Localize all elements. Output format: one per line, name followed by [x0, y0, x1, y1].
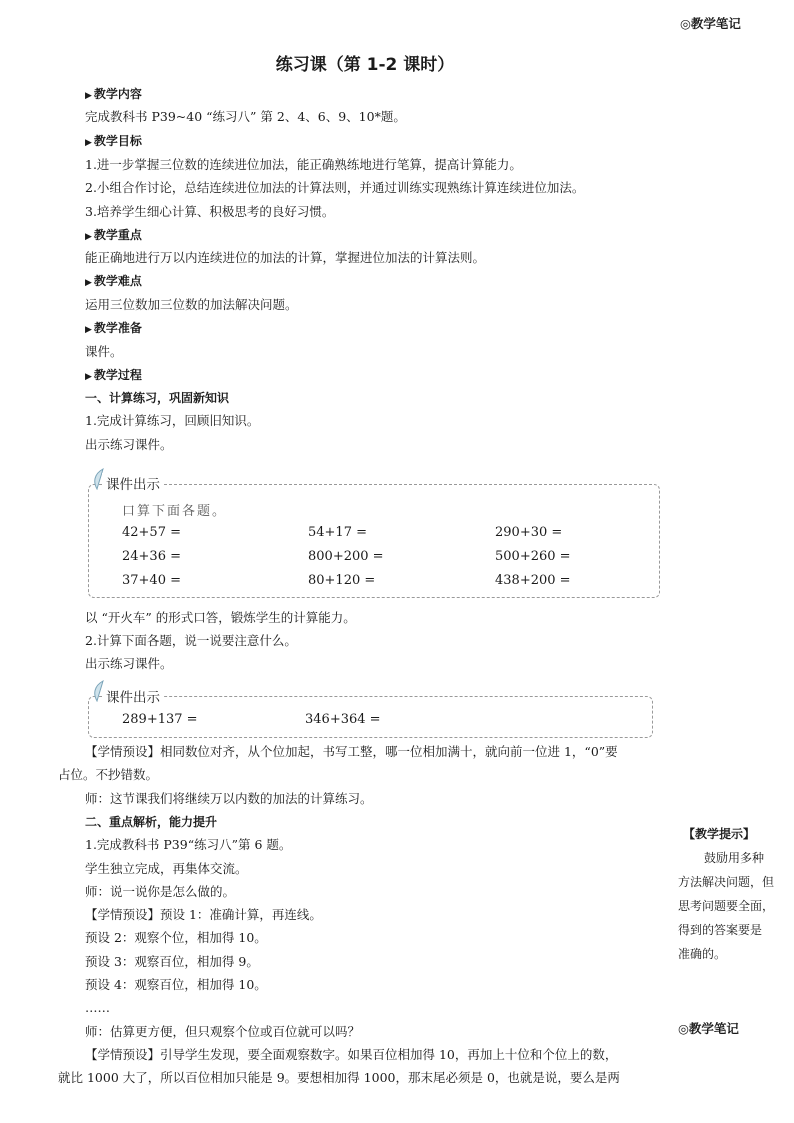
prep-text: 课件。: [85, 344, 123, 359]
part2-line6: 预设 3：观察百位，相加得 9。: [85, 954, 259, 969]
part2-line8: ……: [85, 1000, 110, 1015]
section-key-title: ▶ 教学重点: [85, 228, 142, 242]
section-goals-title: ▶ 教学目标: [85, 134, 142, 148]
page-title: 练习课（第 1-2 课时）: [275, 55, 455, 75]
box1-item: 500+260 =: [495, 549, 571, 564]
part1-line3: 2.计算下面各题，说一说要注意什么。: [85, 633, 297, 648]
part1-para1a: 【学情预设】相同数位对齐，从个位加起，书写工整，哪一位相加满十，就向前一位进 1，“0”要: [85, 744, 618, 759]
sidebar-note: ◎教学笔记: [678, 1021, 739, 1036]
teaching-tip-line: 准确的。: [678, 947, 727, 961]
triangle-icon: ▶: [85, 278, 92, 288]
teaching-tip-line: 鼓励用多种: [704, 851, 765, 865]
section-content-title: ▶ 教学内容: [85, 87, 142, 101]
part1-after-box1: 以 “开火车” 的形式口答，锻炼学生的计算能力。: [85, 610, 356, 625]
part2-line10a: 【学情预设】引导学生发现，要全面观察数字。如果百位相加得 10，再加上十位和个位上的数，: [85, 1047, 618, 1062]
box1-item: 290+30 =: [495, 525, 563, 540]
box2-tag: 课件出示: [102, 686, 164, 706]
difficulty-text: 运用三位数加三位数的加法解决问题。: [85, 297, 298, 312]
part2-line2: 学生独立完成，再集体交流。: [85, 861, 248, 876]
part2-line3: 师：说一说你是怎么做的。: [85, 884, 236, 899]
box1-item: 800+200 =: [308, 549, 384, 564]
part2-line10b: 就比 1000 大了，所以百位相加只能是 9。要想相加得 1000，那末尾必须是 0，也就是说，要么是两: [58, 1070, 620, 1085]
part1-line2: 出示练习课件。: [85, 437, 173, 452]
teaching-tip-line: 方法解决问题，但: [678, 875, 775, 889]
box2-item: 289+137 =: [122, 712, 198, 727]
triangle-icon: ▶: [85, 138, 92, 148]
goal-1: 1.进一步掌握三位数的连续进位加法，能正确熟练地进行笔算，提高计算能力。: [85, 157, 522, 172]
box2-item: 346+364 =: [305, 712, 381, 727]
part2-heading: 二、重点解析，能力提升: [85, 815, 218, 829]
triangle-icon: ▶: [85, 325, 92, 335]
box1-item: 42+57 =: [122, 525, 182, 540]
part2-line4: 【学情预设】预设 1：准确计算，再连线。: [85, 907, 322, 922]
teaching-tip-line: 思考问题要全面，: [678, 899, 775, 913]
box1-item: 80+120 =: [308, 573, 376, 588]
part1-line1: 1.完成计算练习，回顾旧知识。: [85, 413, 260, 428]
section-prep-title: ▶ 教学准备: [85, 321, 142, 335]
part2-line9: 师：估算更方便，但只观察个位或百位就可以吗？: [85, 1024, 361, 1039]
part1-para2: 师：这节课我们将继续万以内数的加法的计算练习。: [85, 791, 373, 806]
box1-item: 24+36 =: [122, 549, 182, 564]
part2-line5: 预设 2：观察个位，相加得 10。: [85, 930, 267, 945]
part1-line4: 出示练习课件。: [85, 656, 173, 671]
teaching-tip-line: 得到的答案要是: [678, 923, 763, 937]
triangle-icon: ▶: [85, 91, 92, 101]
box1-item: 37+40 =: [122, 573, 182, 588]
part2-line7: 预设 4：观察百位，相加得 10。: [85, 977, 267, 992]
teaching-tip-title: 【教学提示】: [683, 827, 756, 841]
triangle-icon: ▶: [85, 232, 92, 242]
box1-item: 54+17 =: [308, 525, 368, 540]
section-process-title: ▶ 教学过程: [85, 368, 142, 382]
box1-instruction: 口算下面各题。: [122, 504, 228, 519]
box1-tag: 课件出示: [102, 473, 164, 493]
triangle-icon: ▶: [85, 372, 92, 382]
part1-heading: 一、计算练习，巩固新知识: [85, 391, 230, 405]
content-text: 完成教科书 P39~40 “练习八” 第 2、4、6、9、10*题。: [85, 109, 406, 124]
section-difficulty-title: ▶ 教学难点: [85, 274, 142, 288]
goal-2: 2.小组合作讨论，总结连续进位加法的计算法则，并通过训练实现熟练计算连续进位加法。: [85, 180, 585, 195]
goal-3: 3.培养学生细心计算、积极思考的良好习惯。: [85, 204, 335, 219]
key-text: 能正确地进行万以内连续进位的加法的计算，掌握进位加法的计算法则。: [85, 250, 486, 265]
header-note: ◎教学笔记: [680, 16, 741, 31]
part1-para1b: 占位。不抄错数。: [58, 767, 159, 782]
part2-line1: 1.完成教科书 P39“练习八”第 6 题。: [85, 837, 292, 852]
box1-item: 438+200 =: [495, 573, 571, 588]
